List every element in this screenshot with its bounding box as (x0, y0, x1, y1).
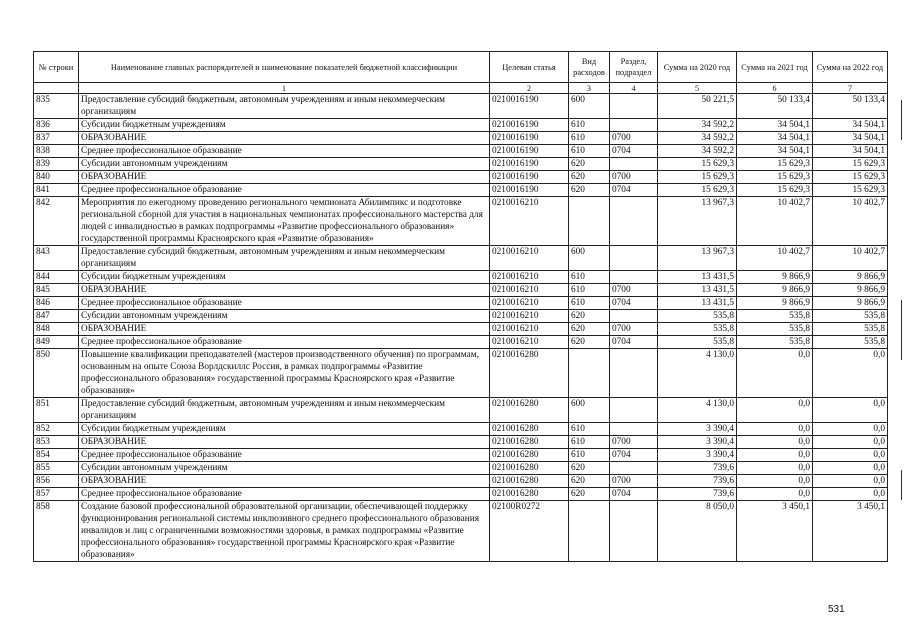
row-sum-2021: 9 866,9 (737, 297, 813, 310)
row-target-code: 02100R0272 (490, 501, 569, 562)
row-section (610, 158, 658, 171)
row-sum-2020: 535,8 (658, 310, 737, 323)
row-target-code: 0210016190 (490, 145, 569, 158)
row-number: 846 (34, 297, 79, 310)
row-number: 841 (34, 184, 79, 197)
col-number-empty (34, 83, 79, 94)
row-sum-2021: 34 504,1 (737, 132, 813, 145)
table-row (34, 246, 888, 271)
row-number: 839 (34, 158, 79, 171)
row-number: 855 (34, 462, 79, 475)
row-sum-2022: 9 866,9 (813, 271, 888, 284)
row-name: Создание базовой профессиональной образовательной организации, обеспечивающей поддержку функционирования региональной системы инклюзивного среднего профессионального образования инвалидов и лиц с ограниченными возможностями здоровья, в рамках подпрограммы «Развитие профессионального образования» государственной программы Красноярского края «Развитие образования» (79, 501, 490, 562)
row-name: Субсидии бюджетным учреждениям (79, 119, 490, 132)
row-target-code: 0210016280 (490, 462, 569, 475)
row-sum-2021: 535,8 (737, 336, 813, 349)
header-code: Целевая статья (490, 52, 569, 83)
row-sum-2022: 0,0 (813, 423, 888, 436)
table-row (34, 349, 888, 398)
row-sum-2020: 13 967,3 (658, 246, 737, 271)
row-expense-type (569, 501, 610, 562)
row-number: 845 (34, 284, 79, 297)
table-row (34, 462, 888, 475)
header-row-no: № строки (34, 52, 79, 83)
row-sum-2020: 34 592,2 (658, 132, 737, 145)
row-number: 836 (34, 119, 79, 132)
row-name: Среднее профессиональное образование (79, 449, 490, 462)
row-sum-2022: 15 629,3 (813, 158, 888, 171)
col-number: 6 (737, 83, 813, 94)
table-row (34, 94, 888, 119)
row-expense-type: 610 (569, 271, 610, 284)
row-sum-2020: 15 629,3 (658, 158, 737, 171)
row-sum-2021: 34 504,1 (737, 145, 813, 158)
row-sum-2021: 10 402,7 (737, 197, 813, 246)
row-sum-2020: 15 629,3 (658, 171, 737, 184)
row-sum-2020: 4 130,0 (658, 349, 737, 398)
row-sum-2020: 535,8 (658, 336, 737, 349)
row-target-code: 0210016210 (490, 297, 569, 310)
row-name: Субсидии автономным учреждениям (79, 158, 490, 171)
row-name: Предоставление субсидий бюджетным, автономным учреждениям и иным некоммерческим организациям (79, 398, 490, 423)
row-sum-2020: 739,6 (658, 488, 737, 501)
row-target-code: 0210016280 (490, 449, 569, 462)
row-sum-2021: 15 629,3 (737, 158, 813, 171)
row-section: 0700 (610, 284, 658, 297)
row-section (610, 398, 658, 423)
row-name: Субсидии автономным учреждениям (79, 462, 490, 475)
row-expense-type: 600 (569, 398, 610, 423)
row-name: Повышение квалификации преподавателей (мастеров производственного обучения) по программам, основанным на опыте Союза Ворлдскиллс Россия, в рамках подпрограммы «Развитие профессионального образования» государственной программы Красноярского края «Развитие образования» (79, 349, 490, 398)
row-sum-2020: 13 431,5 (658, 284, 737, 297)
table-header (34, 52, 888, 94)
row-name: Среднее профессиональное образование (79, 184, 490, 197)
col-number: 4 (610, 83, 658, 94)
row-target-code: 0210016210 (490, 246, 569, 271)
row-expense-type: 620 (569, 323, 610, 336)
row-sum-2021: 535,8 (737, 310, 813, 323)
row-section: 0704 (610, 145, 658, 158)
row-expense-type: 610 (569, 423, 610, 436)
row-name: Мероприятия по ежегодному проведению регионального чемпионата Абилимпикс и подготовке региональной сборной для участия в национальных чемпионатах профессионального мастерства для людей с инвалидностью в рамках подпрограммы «Развитие профессионального образования» государственной программы Красноярского края «Развитие образования» (79, 197, 490, 246)
row-number: 851 (34, 398, 79, 423)
row-section (610, 119, 658, 132)
row-expense-type: 620 (569, 462, 610, 475)
row-section: 0700 (610, 323, 658, 336)
page-number: 531 (828, 604, 845, 615)
row-target-code: 0210016190 (490, 119, 569, 132)
row-sum-2020: 4 130,0 (658, 398, 737, 423)
row-sum-2020: 15 629,3 (658, 184, 737, 197)
row-sum-2022: 9 866,9 (813, 297, 888, 310)
table-row (34, 184, 888, 197)
table-row (34, 284, 888, 297)
row-sum-2020: 739,6 (658, 475, 737, 488)
row-sum-2022: 535,8 (813, 336, 888, 349)
header-vid: Вид расходов (569, 52, 610, 83)
row-sum-2022: 535,8 (813, 323, 888, 336)
row-target-code: 0210016210 (490, 271, 569, 284)
row-expense-type (569, 197, 610, 246)
row-sum-2022: 10 402,7 (813, 246, 888, 271)
row-number: 858 (34, 501, 79, 562)
row-sum-2022: 3 450,1 (813, 501, 888, 562)
row-sum-2020: 535,8 (658, 323, 737, 336)
scan-edge-mark (901, 300, 902, 360)
row-number: 856 (34, 475, 79, 488)
row-target-code: 0210016280 (490, 488, 569, 501)
row-name: ОБРАЗОВАНИЕ (79, 436, 490, 449)
table-row (34, 336, 888, 349)
row-section: 0700 (610, 436, 658, 449)
table-row (34, 423, 888, 436)
row-section: 0704 (610, 449, 658, 462)
row-sum-2022: 34 504,1 (813, 145, 888, 158)
row-section: 0704 (610, 297, 658, 310)
row-name: Среднее профессиональное образование (79, 297, 490, 310)
row-sum-2021: 0,0 (737, 488, 813, 501)
row-number: 838 (34, 145, 79, 158)
row-sum-2021: 0,0 (737, 462, 813, 475)
row-sum-2021: 3 450,1 (737, 501, 813, 562)
col-number: 2 (490, 83, 569, 94)
row-sum-2022: 34 504,1 (813, 132, 888, 145)
table-row (34, 310, 888, 323)
row-sum-2021: 9 866,9 (737, 271, 813, 284)
row-target-code: 0210016210 (490, 323, 569, 336)
row-name: ОБРАЗОВАНИЕ (79, 475, 490, 488)
row-target-code: 0210016190 (490, 132, 569, 145)
row-number: 852 (34, 423, 79, 436)
row-sum-2021: 50 133,4 (737, 94, 813, 119)
row-sum-2020: 34 592,2 (658, 119, 737, 132)
table-row (34, 488, 888, 501)
row-expense-type: 610 (569, 119, 610, 132)
row-sum-2021: 15 629,3 (737, 171, 813, 184)
row-name: Субсидии бюджетным учреждениям (79, 271, 490, 284)
row-section: 0700 (610, 171, 658, 184)
row-number: 843 (34, 246, 79, 271)
row-number: 853 (34, 436, 79, 449)
row-expense-type: 620 (569, 184, 610, 197)
col-number: 3 (569, 83, 610, 94)
row-target-code: 0210016210 (490, 336, 569, 349)
row-sum-2020: 13 431,5 (658, 271, 737, 284)
row-sum-2022: 50 133,4 (813, 94, 888, 119)
table-row (34, 297, 888, 310)
row-number: 847 (34, 310, 79, 323)
row-target-code: 0210016280 (490, 475, 569, 488)
row-sum-2020: 3 390,4 (658, 449, 737, 462)
row-name: Предоставление субсидий бюджетным, автономным учреждениям и иным некоммерческим организациям (79, 246, 490, 271)
row-sum-2021: 9 866,9 (737, 284, 813, 297)
row-target-code: 0210016280 (490, 423, 569, 436)
row-number: 840 (34, 171, 79, 184)
row-target-code: 0210016280 (490, 436, 569, 449)
row-number: 857 (34, 488, 79, 501)
row-sum-2020: 50 221,5 (658, 94, 737, 119)
row-sum-2020: 13 431,5 (658, 297, 737, 310)
row-sum-2021: 10 402,7 (737, 246, 813, 271)
row-sum-2020: 3 390,4 (658, 436, 737, 449)
row-name: ОБРАЗОВАНИЕ (79, 284, 490, 297)
row-name: Среднее профессиональное образование (79, 488, 490, 501)
row-section: 0704 (610, 488, 658, 501)
row-sum-2022: 10 402,7 (813, 197, 888, 246)
row-sum-2021: 0,0 (737, 475, 813, 488)
row-sum-2022: 15 629,3 (813, 184, 888, 197)
row-target-code: 0210016210 (490, 197, 569, 246)
row-expense-type: 620 (569, 158, 610, 171)
row-sum-2021: 0,0 (737, 349, 813, 398)
row-section (610, 246, 658, 271)
row-expense-type: 610 (569, 297, 610, 310)
row-sum-2021: 0,0 (737, 449, 813, 462)
col-number: 7 (813, 83, 888, 94)
row-expense-type: 620 (569, 171, 610, 184)
row-expense-type: 610 (569, 449, 610, 462)
row-sum-2021: 0,0 (737, 398, 813, 423)
row-section: 0704 (610, 336, 658, 349)
row-sum-2022: 0,0 (813, 349, 888, 398)
table-row (34, 197, 888, 246)
col-number: 1 (79, 83, 490, 94)
row-name: ОБРАЗОВАНИЕ (79, 132, 490, 145)
table-row (34, 449, 888, 462)
header-razdel: Раздел, подраздел (610, 52, 658, 83)
row-expense-type: 600 (569, 246, 610, 271)
row-number: 854 (34, 449, 79, 462)
row-expense-type: 610 (569, 132, 610, 145)
row-expense-type: 610 (569, 145, 610, 158)
row-sum-2022: 15 629,3 (813, 171, 888, 184)
row-sum-2021: 0,0 (737, 423, 813, 436)
row-sum-2021: 0,0 (737, 436, 813, 449)
row-sum-2020: 34 592,2 (658, 145, 737, 158)
row-section: 0700 (610, 475, 658, 488)
row-section (610, 462, 658, 475)
row-sum-2020: 739,6 (658, 462, 737, 475)
header-sum-2021: Сумма на 2021 год (737, 52, 813, 83)
scan-edge-mark (901, 470, 902, 500)
scan-edge-mark (901, 100, 902, 140)
row-number: 848 (34, 323, 79, 336)
row-expense-type: 600 (569, 94, 610, 119)
table-row (34, 271, 888, 284)
row-sum-2022: 0,0 (813, 449, 888, 462)
row-sum-2022: 535,8 (813, 310, 888, 323)
row-target-code: 0210016190 (490, 184, 569, 197)
row-sum-2022: 0,0 (813, 475, 888, 488)
row-sum-2021: 34 504,1 (737, 119, 813, 132)
row-sum-2022: 0,0 (813, 462, 888, 475)
row-expense-type: 620 (569, 310, 610, 323)
col-number: 5 (658, 83, 737, 94)
row-section (610, 197, 658, 246)
row-sum-2022: 9 866,9 (813, 284, 888, 297)
row-target-code: 0210016210 (490, 284, 569, 297)
header-sum-2020: Сумма на 2020 год (658, 52, 737, 83)
table-row (34, 132, 888, 145)
row-name: Субсидии автономным учреждениям (79, 310, 490, 323)
header-sum-2022: Сумма на 2022 год (813, 52, 888, 83)
row-number: 850 (34, 349, 79, 398)
row-expense-type: 620 (569, 336, 610, 349)
row-target-code: 0210016190 (490, 171, 569, 184)
row-target-code: 0210016210 (490, 310, 569, 323)
row-number: 849 (34, 336, 79, 349)
row-number: 835 (34, 94, 79, 119)
row-target-code: 0210016190 (490, 158, 569, 171)
table-row (34, 145, 888, 158)
row-section: 0704 (610, 184, 658, 197)
table-row (34, 158, 888, 171)
row-sum-2022: 34 504,1 (813, 119, 888, 132)
budget-table (33, 51, 888, 562)
row-target-code: 0210016190 (490, 94, 569, 119)
row-sum-2022: 0,0 (813, 398, 888, 423)
row-expense-type: 610 (569, 436, 610, 449)
row-name: Среднее профессиональное образование (79, 336, 490, 349)
row-sum-2022: 0,0 (813, 436, 888, 449)
row-sum-2021: 15 629,3 (737, 184, 813, 197)
row-section: 0700 (610, 132, 658, 145)
table-row (34, 501, 888, 562)
row-name: ОБРАЗОВАНИЕ (79, 171, 490, 184)
table-body (34, 94, 888, 562)
row-name: Среднее профессиональное образование (79, 145, 490, 158)
row-number: 837 (34, 132, 79, 145)
row-section (610, 94, 658, 119)
row-expense-type: 610 (569, 284, 610, 297)
row-section (610, 310, 658, 323)
row-target-code: 0210016280 (490, 349, 569, 398)
row-section (610, 501, 658, 562)
row-section (610, 423, 658, 436)
row-sum-2021: 535,8 (737, 323, 813, 336)
row-target-code: 0210016280 (490, 398, 569, 423)
row-name: ОБРАЗОВАНИЕ (79, 323, 490, 336)
row-sum-2020: 3 390,4 (658, 423, 737, 436)
table-row (34, 323, 888, 336)
row-expense-type: 620 (569, 475, 610, 488)
row-sum-2020: 13 967,3 (658, 197, 737, 246)
row-number: 844 (34, 271, 79, 284)
header-name: Наименование главных распорядителей и наименование показателей бюджетной классификации (79, 52, 490, 83)
row-number: 842 (34, 197, 79, 246)
row-sum-2020: 8 050,0 (658, 501, 737, 562)
table-row (34, 119, 888, 132)
row-expense-type: 620 (569, 488, 610, 501)
row-section (610, 271, 658, 284)
table-row (34, 475, 888, 488)
row-sum-2022: 0,0 (813, 488, 888, 501)
row-expense-type (569, 349, 610, 398)
table-row (34, 171, 888, 184)
table-row (34, 436, 888, 449)
row-name: Субсидии бюджетным учреждениям (79, 423, 490, 436)
row-section (610, 349, 658, 398)
row-name: Предоставление субсидий бюджетным, автономным учреждениям и иным некоммерческим организациям (79, 94, 490, 119)
table-row (34, 398, 888, 423)
